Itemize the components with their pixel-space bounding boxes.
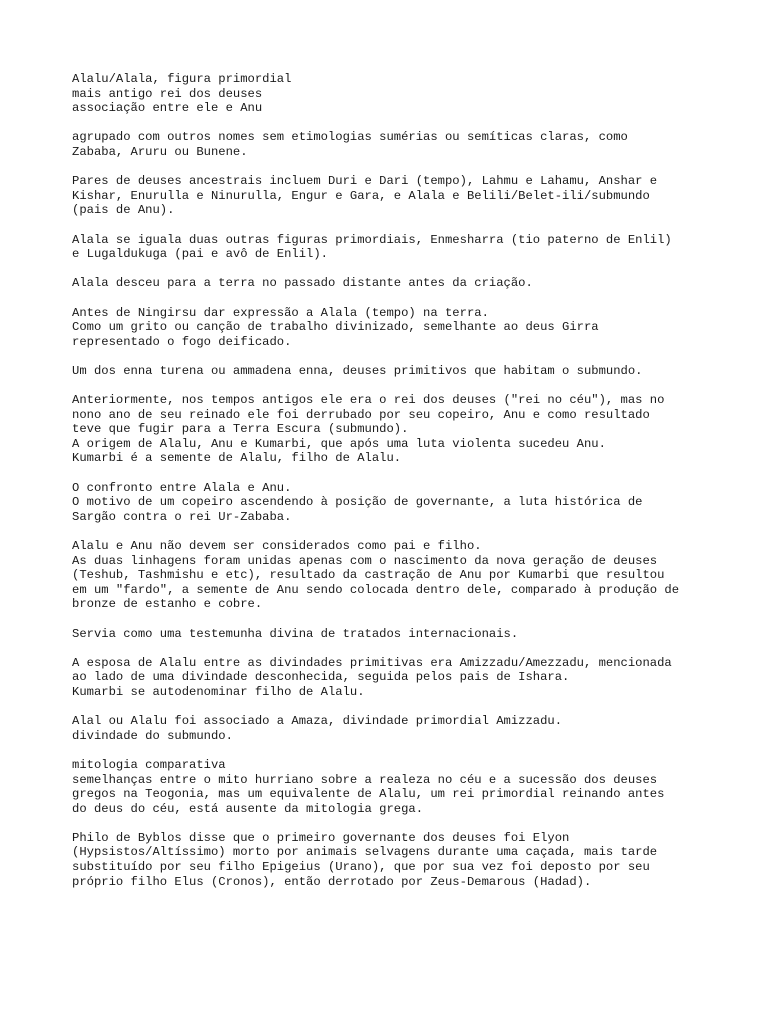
text-line: O confronto entre Alala e Anu. [72,480,292,495]
text-line: Anteriormente, nos tempos antigos ele era o rei dos deuses ("rei no céu"), mas no [72,393,665,408]
paragraph [72,276,712,291]
paragraph [72,174,712,218]
text-line: A esposa de Alalu entre as divindades primitivas era Amizzadu/Amezzadu, mencionada [72,655,672,670]
text-line: em um "fardo", a semente de Anu sendo colocada dentro dele, comparado à produção de [72,582,680,597]
text-line: substituído por seu filho Epigeius (Urano), que por sua vez foi deposto por seu [72,860,650,875]
text-line: agrupado com outros nomes sem etimologias sumérias ou semíticas claras, como [72,130,628,145]
paragraph [72,714,712,743]
text-line: próprio filho Elus (Cronos), então derrotado por Zeus-Demarous (Hadad). [72,874,592,889]
text-line: (Teshub, Tashmishu e etc), resultado da castração de Anu por Kumarbi que resultou [72,568,665,583]
paragraph [72,627,712,642]
paragraph [72,831,712,889]
text-line: A origem de Alalu, Anu e Kumarbi, que após uma luta violenta sucedeu Anu. [72,436,606,451]
text-line: Kishar, Enurulla e Ninurulla, Engur e Gara, e Alala e Belili/Belet-ili/submundo [72,188,650,203]
text-line: Alalu/Alala, figura primordial [72,72,292,86]
paragraph [72,481,712,525]
text-line: nono ano de seu reinado ele foi derrubado por seu copeiro, Anu e como resultado [72,407,650,422]
text-line: associação entre ele e Anu [72,101,263,116]
text-line: As duas linhagens foram unidas apenas com o nascimento da nova geração de deuses [72,553,658,568]
text-line: Philo de Byblos disse que o primeiro governante dos deuses foi Elyon [72,830,570,845]
paragraph [72,758,712,816]
text-line: mitologia comparativa [72,757,226,772]
text-line: mais antigo rei dos deuses [72,86,263,101]
text-line: (pais de Anu). [72,203,175,218]
paragraph [72,539,712,612]
text-line: Zababa, Aruru ou Bunene. [72,144,248,159]
text-line: teve que fugir para a Terra Escura (submundo). [72,422,409,437]
paragraph [72,364,712,379]
text-line: Pares de deuses ancestrais incluem Duri e Dari (tempo), Lahmu e Lahamu, Anshar e [72,174,658,189]
text-line: bronze de estanho e cobre. [72,597,263,612]
text-line: do deus do céu, está ausente da mitologia grega. [72,801,424,816]
paragraph [72,233,712,262]
text-line: semelhanças entre o mito hurriano sobre a realeza no céu e a sucessão dos deuses [72,772,658,787]
text-line: Alala se iguala duas outras figuras primordiais, Enmesharra (tio paterno de Enlil) [72,232,672,247]
text-line: Antes de Ningirsu dar expressão a Alala (tempo) na terra. [72,305,489,320]
text-line: Como um grito ou canção de trabalho divinizado, semelhante ao deus Girra [72,320,599,335]
text-line: divindade do submundo. [72,728,233,743]
document-page [72,72,712,904]
paragraph [72,393,712,466]
text-line: ao lado de uma divindade desconhecida, seguida pelos pais de Ishara. [72,670,570,685]
text-line: Kumarbi é a semente de Alalu, filho de Alalu. [72,451,402,466]
text-line: (Hypsistos/Altíssimo) morto por animais selvagens durante uma caçada, mais tarde [72,845,658,860]
text-line: Sargão contra o rei Ur-Zababa. [72,509,292,524]
text-line: Alala desceu para a terra no passado distante antes da criação. [72,276,533,291]
text-line: Kumarbi se autodenominar filho de Alalu. [72,684,365,699]
text-line: Um dos enna turena ou ammadena enna, deuses primitivos que habitam o submundo. [72,363,643,378]
text-line: gregos na Teogonia, mas um equivalente de Alalu, um rei primordial reinando antes [72,787,665,802]
text-line: representado o fogo deificado. [72,334,292,349]
text-line: Servia como uma testemunha divina de tratados internacionais. [72,626,519,641]
paragraph [72,306,712,350]
text-line: e Lugaldukuga (pai e avô de Enlil). [72,247,328,262]
paragraph [72,72,712,116]
paragraph [72,656,712,700]
text-line: Alalu e Anu não devem ser considerados como pai e filho. [72,539,482,553]
text-line: Alal ou Alalu foi associado a Amaza, divindade primordial Amizzadu. [72,714,563,729]
paragraph [72,130,712,159]
text-line: O motivo de um copeiro ascendendo à posição de governante, a luta histórica de [72,495,643,510]
